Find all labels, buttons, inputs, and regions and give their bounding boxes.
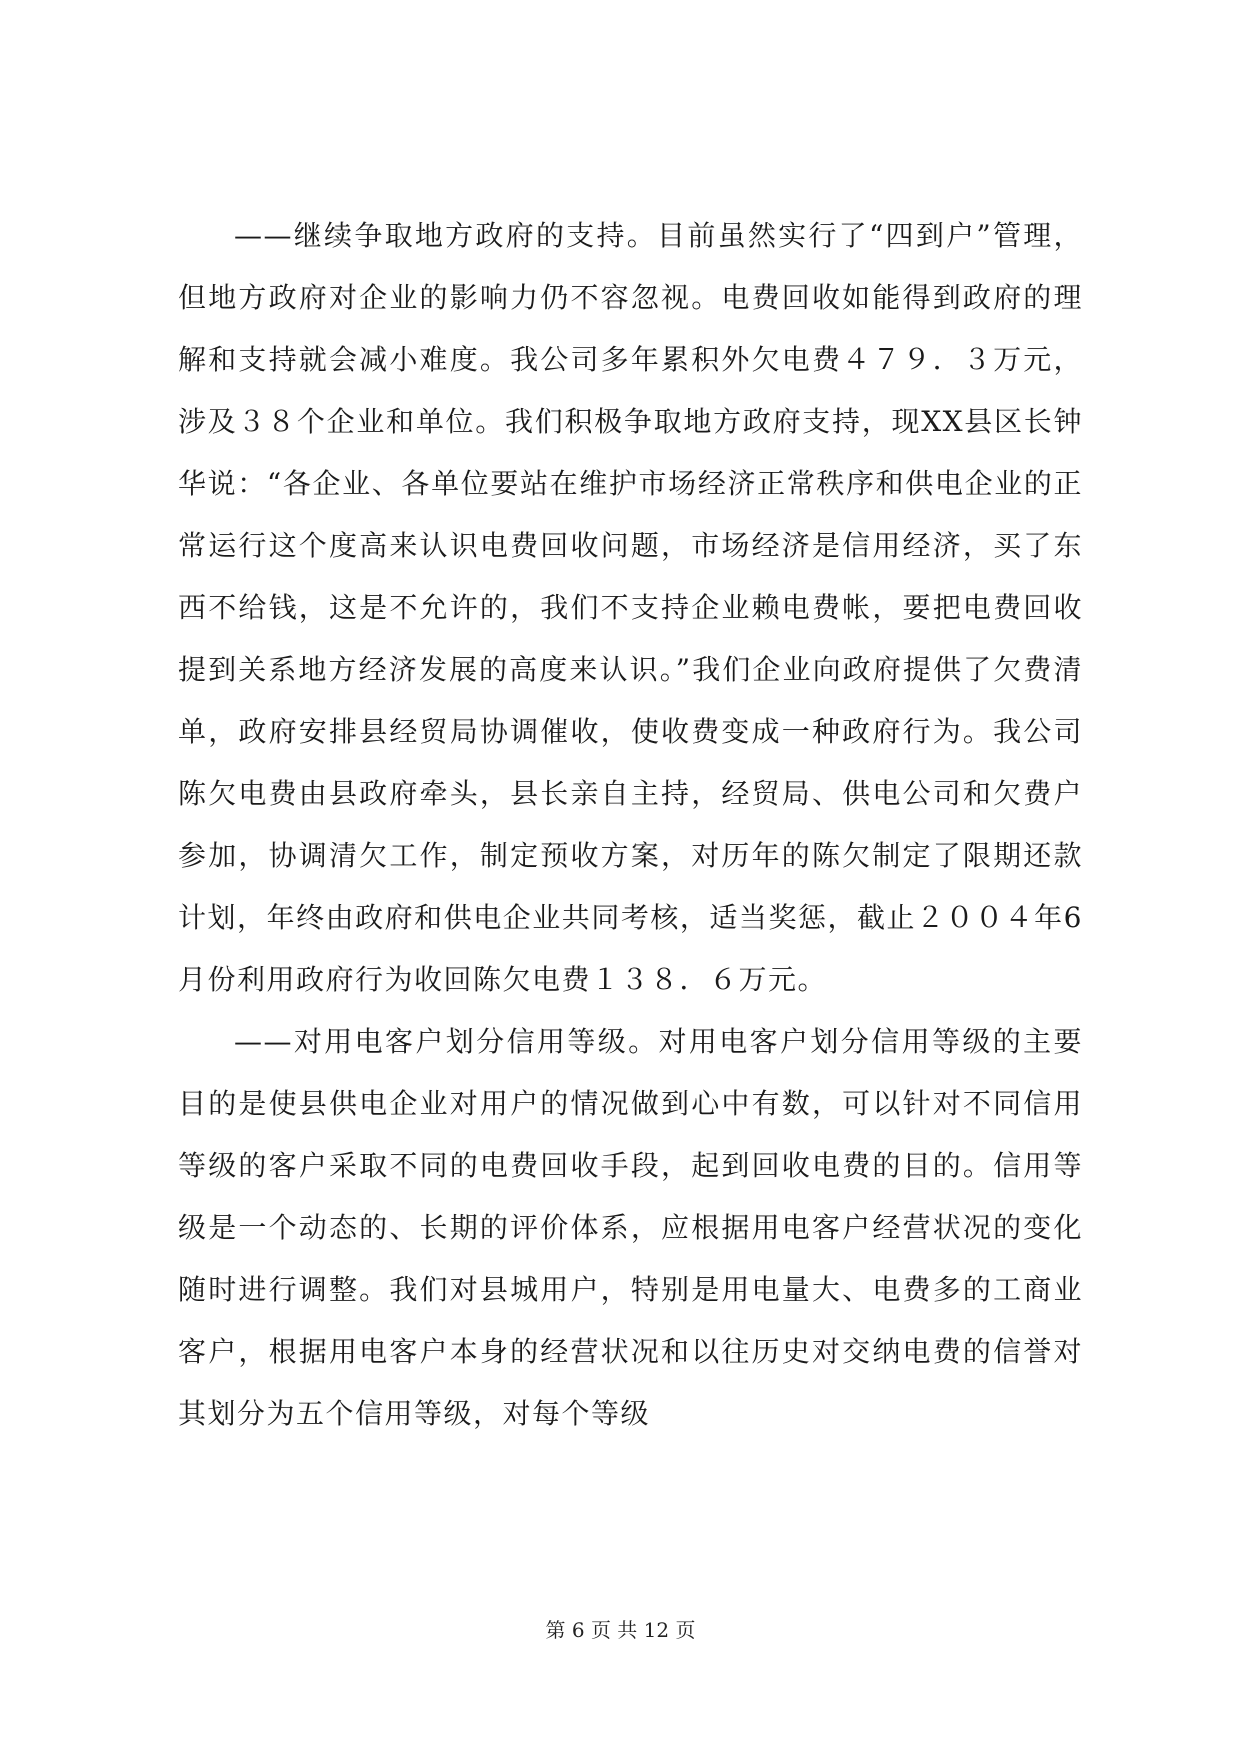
body-paragraph: ——继续争取地方政府的支持。目前虽然实行了“四到户”管理，但地方政府对企业的影响力仍不容忽视。电费回收如能得到政府的理解和支持就会减小难度。我公司多年累积外欠电费４７９．３万元，涉及３８个企业和单位。我们积极争取地方政府支持，现XX县区长钟华说：“各企业、各单位要站在维护市场经济正常秩序和供电企业的正常运行这个度高来认识电费回收问题，市场经济是信用经济，买了东西不给钱，这是不允许的，我们不支持企业赖电费帐，要把电费回收提到关系地方经济发展的高度来认识。”我们企业向政府提供了欠费清单，政府安排县经贸局协调催收，使收费变成一种政府行为。我公司陈欠电费由县政府牵头，县长亲自主持，经贸局、供电公司和欠费户参加，协调清欠工作，制定预收方案，对历年的陈欠制定了限期还款计划，年终由政府和供电企业共同考核，适当奖惩，截止２００４年6月份利用政府行为收回陈欠电费１３８．６万元。 <box>178 219 1083 996</box>
page-number-footer: 第 6 页 共 12 页 <box>545 1618 696 1642</box>
body-paragraph: ——对用电客户划分信用等级。对用电客户划分信用等级的主要目的是使县供电企业对用户的情况做到心中有数，可以针对不同信用等级的客户采取不同的电费回收手段，起到回收电费的目的。信用等级是一个动态的、长期的评价体系，应根据用电客户经营状况的变化随时进行调整。我们对县城用户，特别是用电量大、电费多的工商业客户，根据用电客户本身的经营状况和以往历史对交纳电费的信誉对其划分为五个信用等级，对每个等级 <box>178 1025 1083 1430</box>
document-body <box>178 205 1083 1445</box>
